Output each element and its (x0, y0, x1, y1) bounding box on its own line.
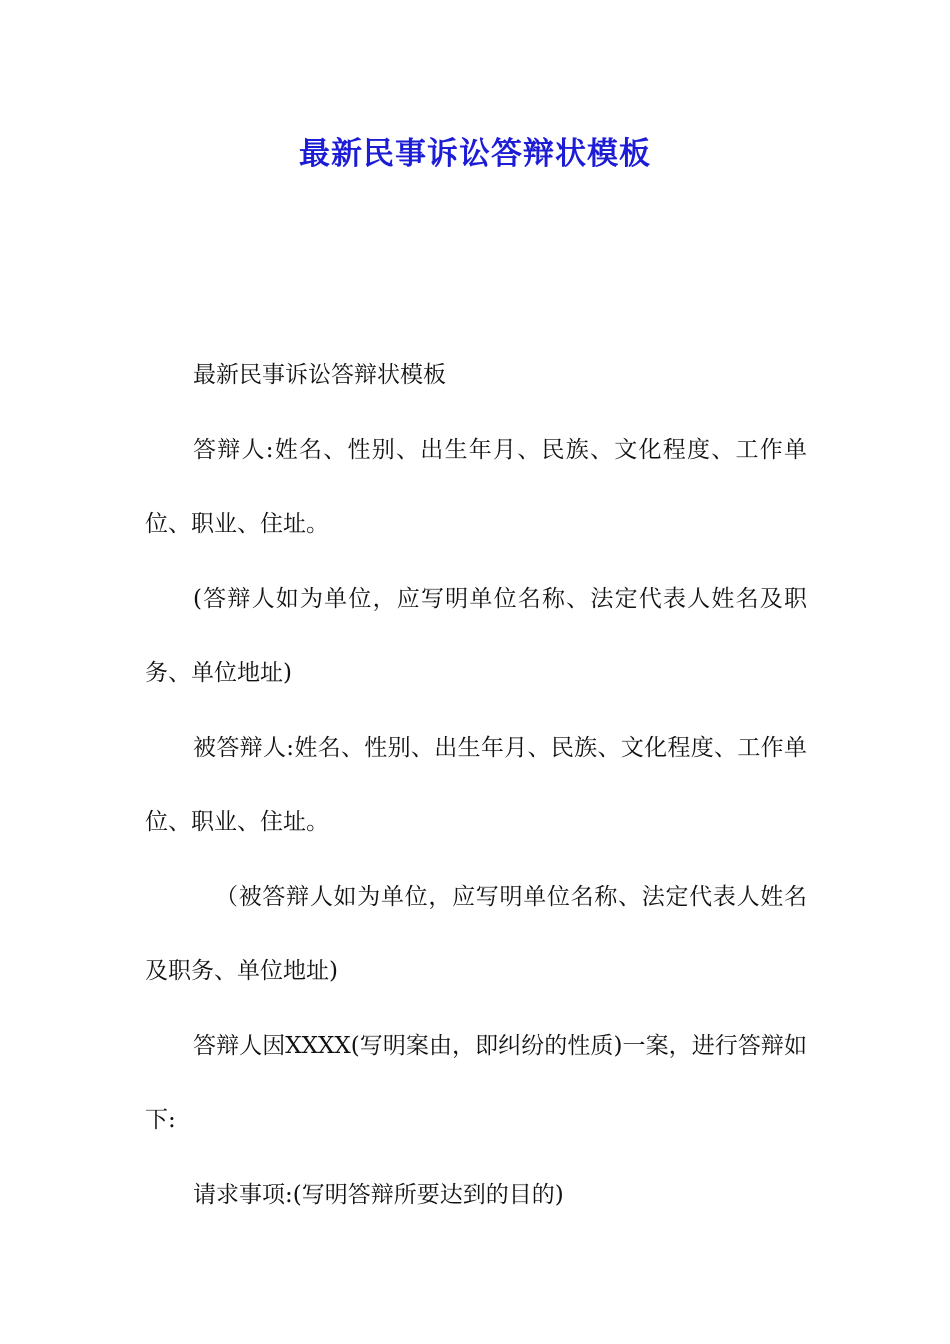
document-title: 最新民事诉讼答辩状模板 (299, 136, 651, 172)
paragraph-case-reason: 答辩人因XXXX(写明案由，即纠纷的性质)一案，进行答辩如下: (145, 1032, 807, 1133)
paragraph-respondent: 答辩人:姓名、性别、出生年月、民族、文化程度、工作单位、职业、住址。 (145, 436, 807, 537)
document-body (145, 338, 807, 1232)
paragraph-requests: 请求事项:(写明答辩所要达到的目的) (193, 1181, 564, 1208)
paragraph-claimant-unit-note: （被答辩人如为单位，应写明单位名称、法定代表人姓名及职务、单位地址) (145, 883, 807, 984)
paragraph-respondent-unit-note: (答辩人如为单位，应写明单位名称、法定代表人姓名及职务、单位地址) (145, 585, 807, 686)
paragraph-heading: 最新民事诉讼答辩状模板 (193, 362, 446, 388)
paragraph-claimant: 被答辩人:姓名、性别、出生年月、民族、文化程度、工作单位、职业、住址。 (145, 734, 807, 835)
